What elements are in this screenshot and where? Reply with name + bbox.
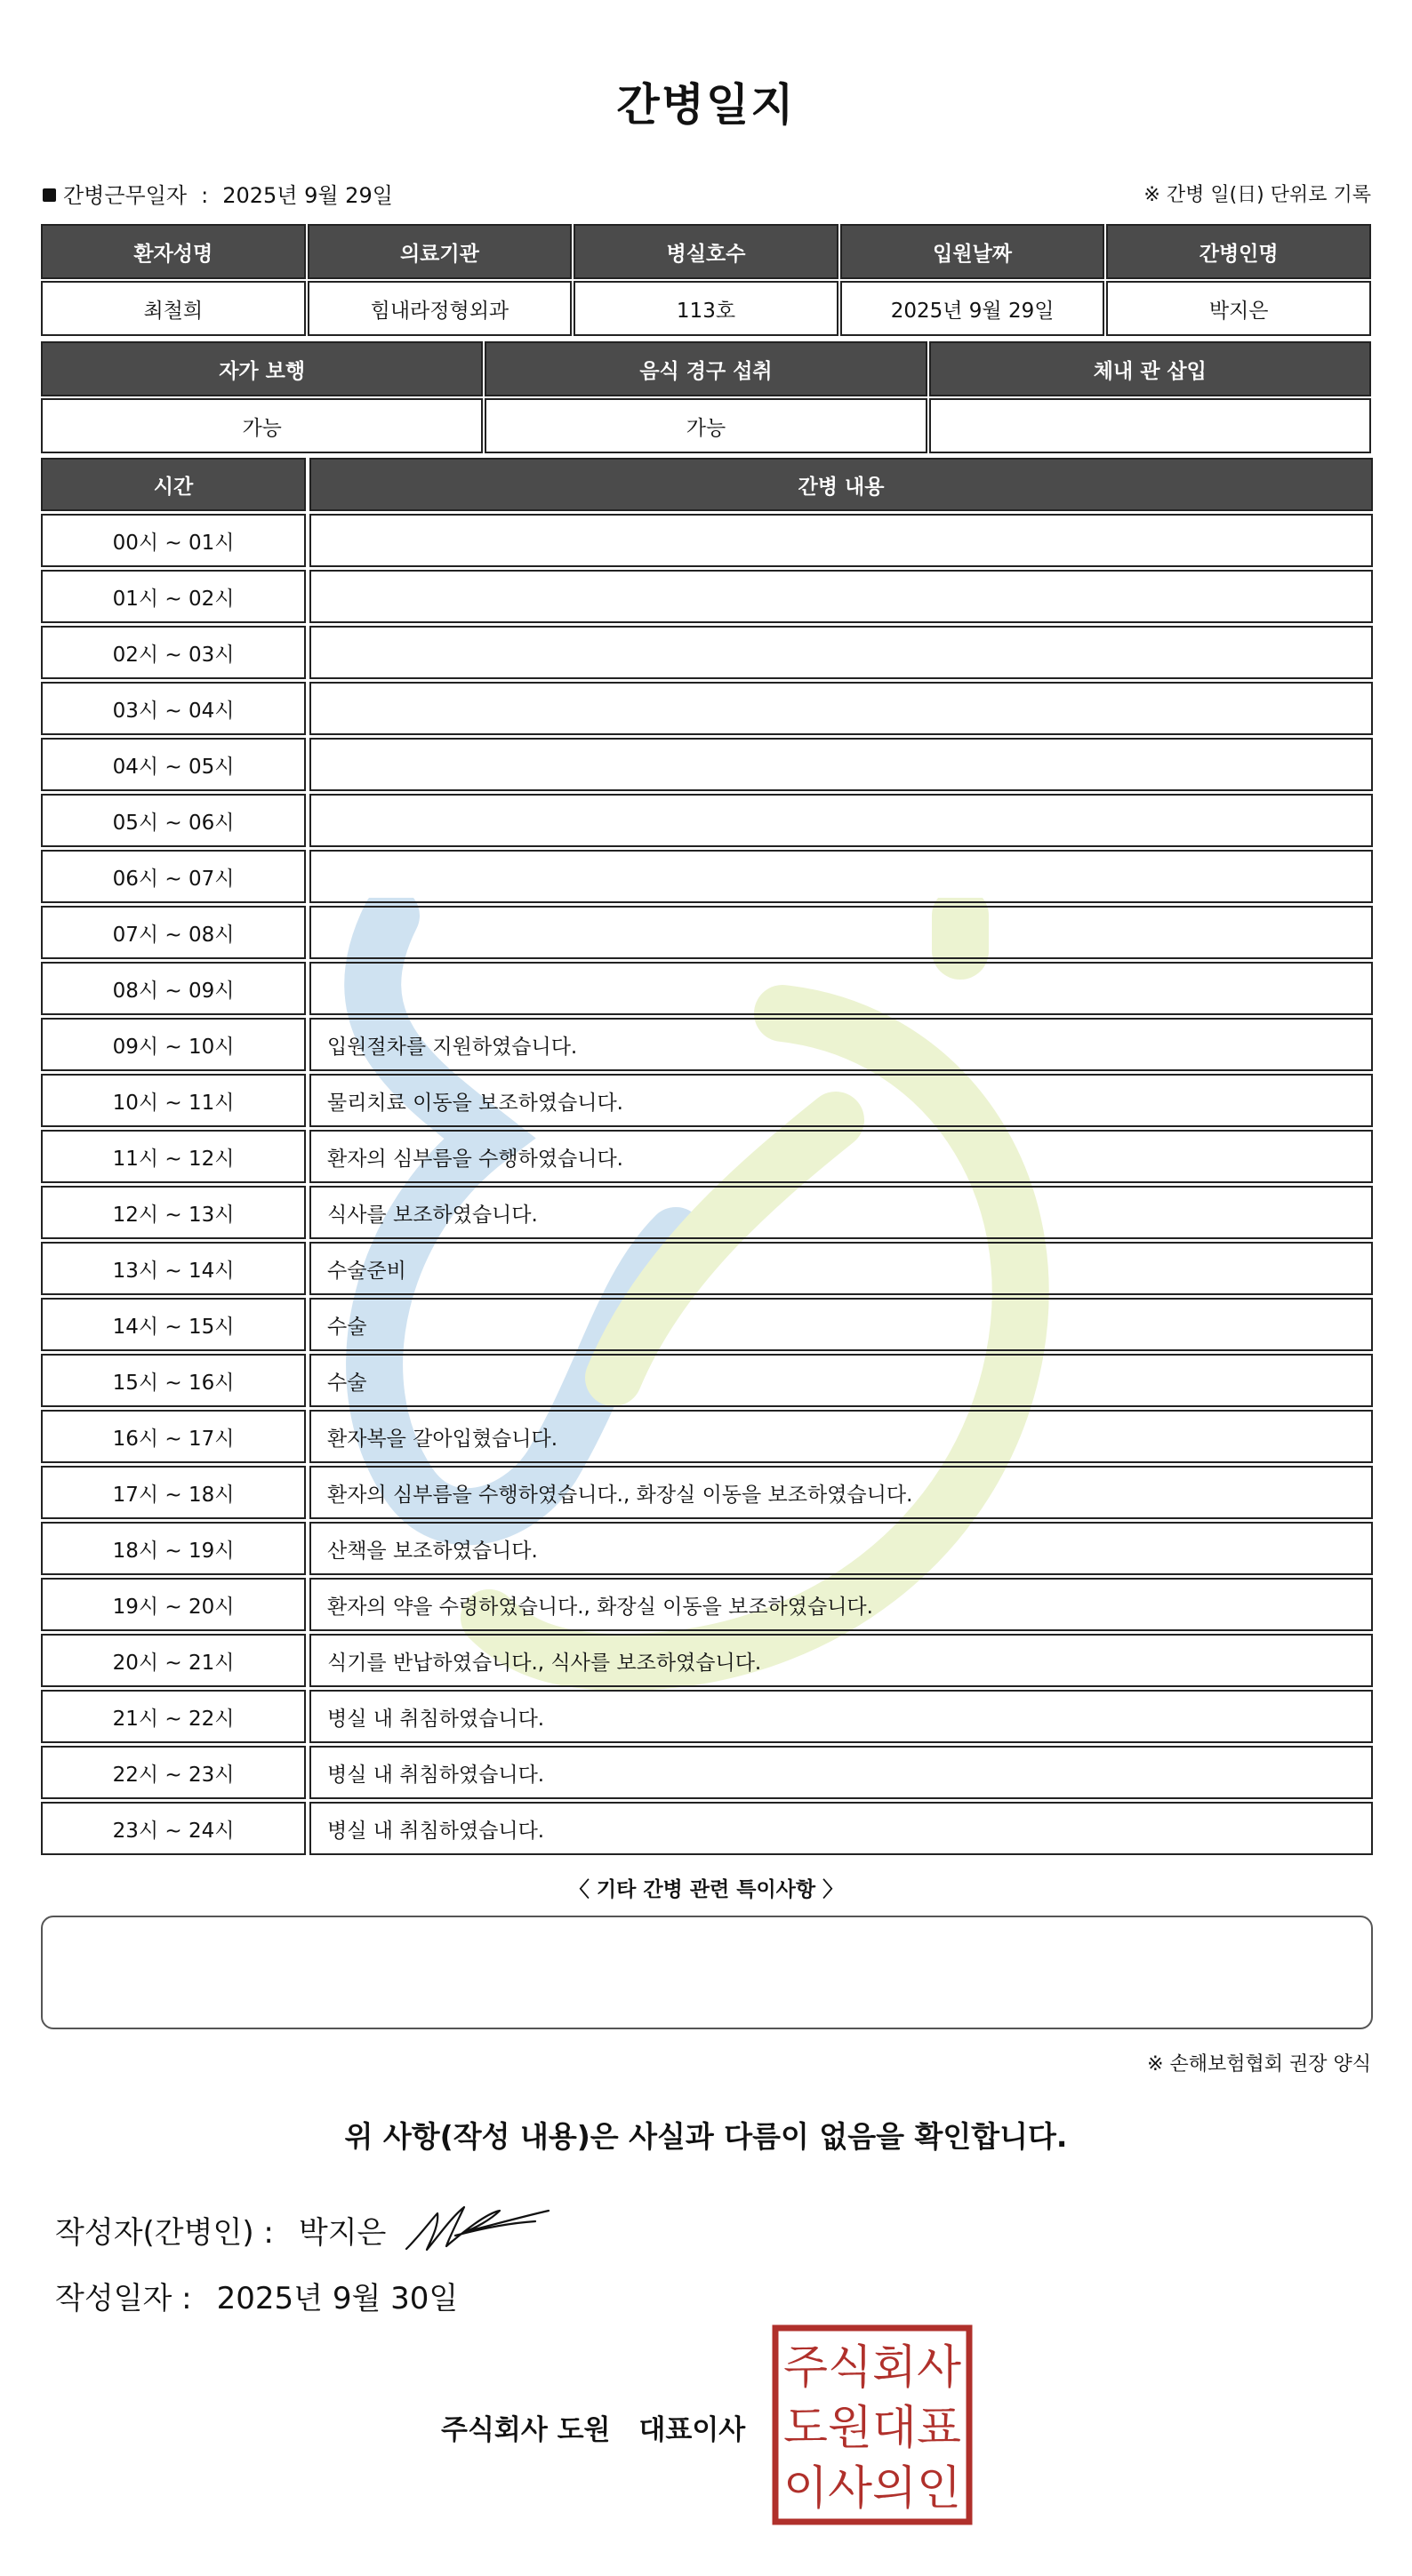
- time-cell: 13시 ~ 14시: [41, 1242, 306, 1295]
- header-self-walking: 자가 보행: [41, 341, 483, 396]
- patient-name: 최철희: [41, 281, 306, 336]
- seal-text-line: 이사의인: [783, 2462, 961, 2516]
- work-date-colon: :: [201, 183, 209, 208]
- table-row: [41, 962, 1373, 1015]
- company-name: 주식회사 도원: [441, 2414, 611, 2446]
- care-content-cell: 환자의 심부름을 수행하였습니다., 화장실 이동을 보조하였습니다.: [309, 1466, 1373, 1519]
- care-content-cell: 병실 내 취침하였습니다.: [309, 1802, 1373, 1855]
- self-walking-value: 가능: [41, 398, 483, 453]
- care-content-cell: [309, 738, 1373, 791]
- table-row: [41, 1690, 1373, 1743]
- table-row: [41, 1186, 1373, 1239]
- care-content-cell: 식사를 보조하였습니다.: [309, 1186, 1373, 1239]
- time-cell: 20시 ~ 21시: [41, 1634, 306, 1687]
- admission-date: 2025년 9월 29일: [840, 281, 1105, 336]
- work-date-label: 간병근무일자: [63, 183, 188, 208]
- care-content-cell: [309, 570, 1373, 623]
- care-content-cell: [309, 626, 1373, 679]
- work-date-value: 2025년 9월 29일: [222, 183, 393, 208]
- care-content-cell: 수술: [309, 1298, 1373, 1351]
- time-cell: 07시 ~ 08시: [41, 906, 306, 959]
- table-row: [41, 514, 1373, 567]
- recommend-note: ※ 손해보험협회 권장 양식: [1147, 2053, 1371, 2076]
- write-date-value: 2025년 9월 30일: [216, 2281, 459, 2316]
- writer-name: 박지은: [298, 2215, 387, 2251]
- seal-text-line: 주식회사: [783, 2341, 961, 2395]
- care-content-cell: 병실 내 취침하였습니다.: [309, 1690, 1373, 1743]
- care-content-cell: 수술: [309, 1354, 1373, 1407]
- care-content-cell: 수술준비: [309, 1242, 1373, 1295]
- unit-note: ※ 간병 일(日) 단위로 기록: [1143, 184, 1371, 206]
- notes-box: [41, 1916, 1373, 2029]
- time-cell: 18시 ~ 19시: [41, 1522, 306, 1575]
- time-cell: 09시 ~ 10시: [41, 1018, 306, 1071]
- header-oral-intake: 음식 경구 섭취: [485, 341, 927, 396]
- tube-insertion-value: [929, 398, 1371, 453]
- table-row: [41, 1634, 1373, 1687]
- care-content-cell: 물리치료 이동을 보조하였습니다.: [309, 1074, 1373, 1127]
- company-seal: [772, 2324, 973, 2525]
- care-content-cell: [309, 514, 1373, 567]
- table-row: [41, 626, 1373, 679]
- log-table-header: [41, 458, 1373, 511]
- write-date-label: 작성일자 :: [55, 2281, 192, 2316]
- table-row: [41, 1074, 1373, 1127]
- time-cell: 05시 ~ 06시: [41, 794, 306, 847]
- time-cell: 01시 ~ 02시: [41, 570, 306, 623]
- table-row: [41, 1466, 1373, 1519]
- header-caregiver: 간병인명: [1106, 224, 1371, 279]
- time-cell: 00시 ~ 01시: [41, 514, 306, 567]
- table-row: [41, 1410, 1373, 1463]
- table-row: [41, 1522, 1373, 1575]
- confirmation-statement: 위 사항(작성 내용)은 사실과 다름이 없음을 확인합니다.: [344, 2119, 1068, 2154]
- signature: [402, 2191, 553, 2262]
- seal-text-line: 도원대표: [783, 2402, 961, 2455]
- care-content-cell: [309, 906, 1373, 959]
- header-patient-name: 환자성명: [41, 224, 306, 279]
- table-row: [41, 570, 1373, 623]
- table-row: [41, 794, 1373, 847]
- care-content-cell: 입원절차를 지원하였습니다.: [309, 1018, 1373, 1071]
- table-row: [41, 1298, 1373, 1351]
- table-row: [41, 1018, 1373, 1071]
- care-content-cell: [309, 850, 1373, 903]
- header-hospital: 의료기관: [308, 224, 573, 279]
- table-row: [41, 1802, 1373, 1855]
- oral-intake-value: 가능: [485, 398, 927, 453]
- table-row: [41, 850, 1373, 903]
- time-cell: 16시 ~ 17시: [41, 1410, 306, 1463]
- time-cell: 19시 ~ 20시: [41, 1578, 306, 1631]
- time-cell: 03시 ~ 04시: [41, 682, 306, 735]
- time-cell: 08시 ~ 09시: [41, 962, 306, 1015]
- table-row: [41, 1578, 1373, 1631]
- bullet-square-icon: [43, 188, 56, 202]
- header-admission-date: 입원날짜: [840, 224, 1105, 279]
- time-cell: 10시 ~ 11시: [41, 1074, 306, 1127]
- table-row: [41, 1354, 1373, 1407]
- writer-label: 작성자(간병인) :: [55, 2215, 274, 2251]
- company-role: 대표이사: [638, 2414, 746, 2446]
- time-cell: 14시 ~ 15시: [41, 1298, 306, 1351]
- header-tube-insertion: 체내 관 삽입: [929, 341, 1371, 396]
- room-number: 113호: [574, 281, 838, 336]
- time-cell: 17시 ~ 18시: [41, 1466, 306, 1519]
- time-cell: 04시 ~ 05시: [41, 738, 306, 791]
- care-content-cell: [309, 962, 1373, 1015]
- write-date-line: [55, 2274, 458, 2317]
- header-care-content: 간병 내용: [309, 458, 1373, 511]
- company-line: [441, 2407, 745, 2447]
- care-content-cell: 산책을 보조하였습니다.: [309, 1522, 1373, 1575]
- header-time: 시간: [41, 458, 306, 511]
- care-content-cell: 환자복을 갈아입혔습니다.: [309, 1410, 1373, 1463]
- table-row: [41, 1130, 1373, 1183]
- header-room: 병실호수: [574, 224, 838, 279]
- table-row: [41, 1746, 1373, 1799]
- patient-status-table: [41, 340, 1373, 453]
- time-cell: 23시 ~ 24시: [41, 1802, 306, 1855]
- care-content-cell: [309, 682, 1373, 735]
- notes-label: 〈 기타 간병 관련 특이사항 〉: [568, 1878, 844, 1901]
- table-row: [41, 738, 1373, 791]
- page-title: 간병일지: [616, 79, 796, 131]
- care-content-cell: 환자의 심부름을 수행하였습니다.: [309, 1130, 1373, 1183]
- time-cell: 11시 ~ 12시: [41, 1130, 306, 1183]
- writer-line: [55, 2208, 386, 2252]
- care-content-cell: 환자의 약을 수령하였습니다., 화장실 이동을 보조하였습니다.: [309, 1578, 1373, 1631]
- time-cell: 21시 ~ 22시: [41, 1690, 306, 1743]
- hospital-name: 힘내라정형외과: [308, 281, 573, 336]
- time-cell: 15시 ~ 16시: [41, 1354, 306, 1407]
- care-content-cell: 식기를 반납하였습니다., 식사를 보조하였습니다.: [309, 1634, 1373, 1687]
- care-content-cell: [309, 794, 1373, 847]
- table-row: [41, 1242, 1373, 1295]
- time-cell: 22시 ~ 23시: [41, 1746, 306, 1799]
- table-row: [41, 906, 1373, 959]
- time-cell: 12시 ~ 13시: [41, 1186, 306, 1239]
- care-content-cell: 병실 내 취침하였습니다.: [309, 1746, 1373, 1799]
- time-cell: 06시 ~ 07시: [41, 850, 306, 903]
- time-cell: 02시 ~ 03시: [41, 626, 306, 679]
- caregiver-name: 박지은: [1106, 281, 1371, 336]
- table-row: [41, 682, 1373, 735]
- work-date: [43, 178, 393, 209]
- patient-info-table: [41, 222, 1373, 336]
